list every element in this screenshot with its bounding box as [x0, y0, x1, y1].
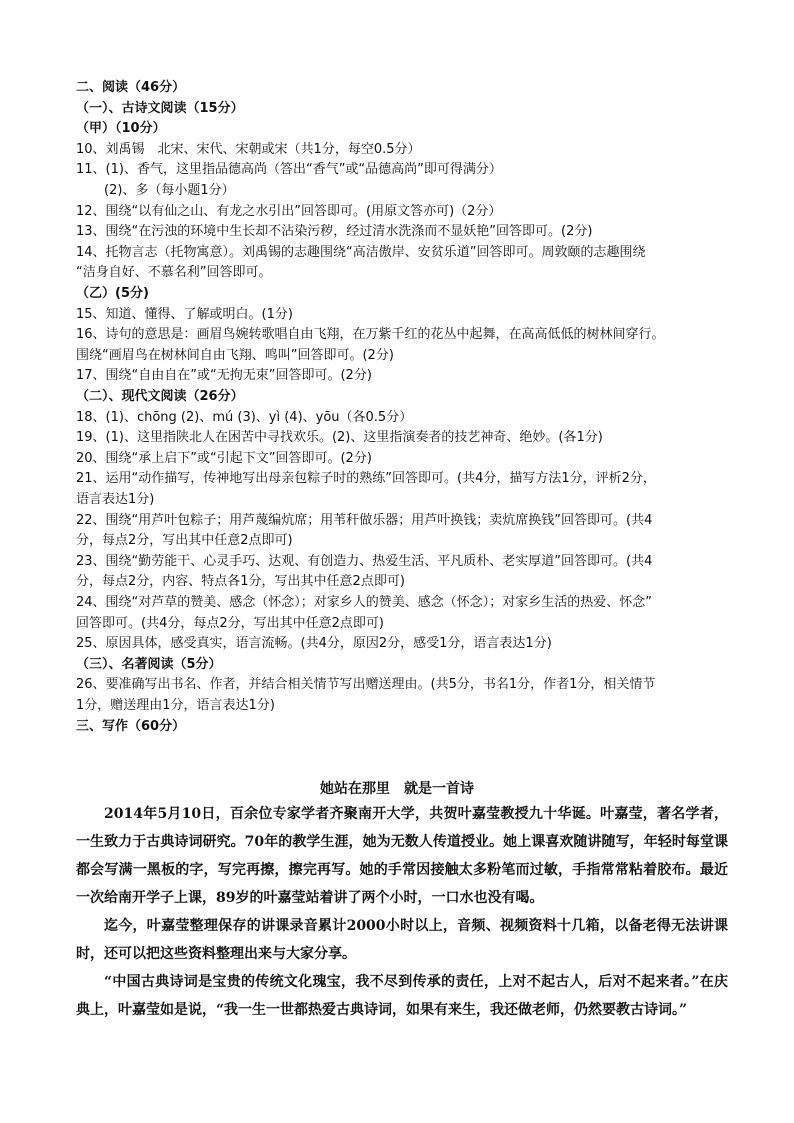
article-title: 她站在那里 就是一首诗: [320, 781, 474, 797]
answer-line: 24、围绕“对芦草的赞美、感念（怀念）；对家乡人的赞美、感念（怀念）；对家乡生活的热爱、怀念”: [76, 595, 653, 610]
answer-line: 23、围绕“勤劳能干、心灵手巧、达观、有创造力、热爱生活、平凡质朴、老实厚道”回答即可。(共4: [76, 553, 653, 569]
section-heading: （二）、现代文阅读（26分）: [76, 389, 244, 404]
article-paragraph: 2014年5月10日，百余位专家学者齐聚南开大学，共贺叶嘉莹教授九十华诞。叶嘉莹，著名学者，一生致力于古典诗词研究。70年的教学生涯，她为无数人传道授业。她上课喜欢随讲随写，年轻时每堂课都会写满一黑板的字，写完再擦，擦完再写。她的手常因接触太多粉笔而过敏，手指常常粘着胶布。最近一次给南开学子上课，89岁的叶嘉莹站着讲了两个小时，一口水也没有喝。: [76, 806, 728, 906]
answer-line: 16、诗句的意思是：画眉鸟婉转歌唱自由飞翔，在万紫千红的花丛中起舞，在高高低低的树林间穿行。: [76, 327, 665, 343]
answer-line: 26、要准确写出书名、作者，并结合相关情节写出赠送理由。(共5分，书名1分，作者1分，相关情节: [76, 677, 656, 693]
answer-line: 22、围绕“用芦叶包粽子；用芦蔑编炕席；用苇秆做乐器；用芦叶换钱；卖炕席换钱”回答即可。(共4: [76, 512, 653, 528]
article-paragraph: 迄今，叶嘉莹整理保存的讲课录音累计2000小时以上，音频、视频资料十几箱，以备老得无法讲课时，还可以把这些资料整理出来与大家分享。: [76, 918, 728, 962]
answer-line: 15、知道、懂得、了解或明白。(1分): [76, 306, 293, 322]
answer-line: 20、围绕“承上启下”或“引起下文”回答即可。(2分): [76, 450, 372, 466]
answer-line: 10、刘禹锡 北宋、宋代、宋朝或宋（共1分，每空0.5分）: [76, 141, 421, 157]
section-heading: （乙）(5分): [76, 286, 149, 301]
answer-line: 语言表达1分): [76, 492, 155, 507]
answer-line: 21、运用“动作描写，传神地写出母亲包粽子时的熟练”回答即可。(共4分，描写方法1分，评析2分，: [76, 471, 656, 487]
answer-line: 13、围绕“在污浊的环境中生长却不沾染污秽，经过清水洗涤而不显妖艳”回答即可。(2分): [76, 224, 593, 240]
answer-line: (2)、多（每小题1分）: [104, 183, 235, 198]
section-heading: （一）、古诗文阅读（15分）: [76, 100, 244, 116]
answer-line: 25、原因具体，感受真实，语言流畅。(共4分，原因2分，感受1分，语言表达1分): [76, 636, 552, 652]
answer-line: 分，每点2分，写出其中任意2点即可): [76, 533, 293, 549]
answer-line: 12、围绕“以有仙之山、有龙之水引出”回答即可。(用原文答亦可)（2分）: [76, 203, 502, 219]
answer-line: “洁身自好、不慕名利”回答即可。: [76, 265, 272, 281]
answer-line: 1分，赠送理由1分，语言表达1分): [76, 698, 275, 713]
answer-line: 分，每点2分，内容、特点各1分，写出其中任意2点即可): [76, 574, 405, 590]
section-heading: （三）、名著阅读（5分）: [76, 656, 222, 672]
section-heading: （甲）（10分）: [76, 121, 166, 137]
answer-line: 19、(1)、这里指陕北人在困苦中寻找欢乐。(2)、这里指演奏者的技艺神奇、绝妙。(各1分): [76, 430, 603, 446]
article-body: [76, 800, 728, 1024]
answer-line: 18、(1)、chōng (2)、mú (3)、yì (4)、yōu（各0.5分）: [76, 409, 413, 425]
answer-line: 围绕“画眉鸟在树林间自由飞翔、鸣叫”回答即可。(2分): [76, 347, 394, 363]
answer-line: 14、托物言志（托物寓意）。刘禹锡的志趣围绕“高洁傲岸、安贫乐道”回答即可。周敦颐的志趣围绕: [76, 244, 646, 260]
article-paragraph: “中国古典诗词是宝贵的传统文化瑰宝，我不尽到传承的责任，上对不起古人，后对不起来者。”在庆典上，叶嘉莹如是说，“我一生一世都热爱古典诗词，如果有来生，我还做老师，仍然要教古诗词。”: [76, 974, 728, 1018]
answer-line: 回答即可。(共4分，每点2分，写出其中任意2点即可): [76, 615, 384, 631]
section-heading: 三、写作（60分）: [76, 718, 186, 734]
section-heading: 二、阅读（46分）: [76, 80, 186, 95]
answer-line: 17、围绕“自由自在”或“无拘无束”回答即可。(2分): [76, 368, 372, 384]
answer-line: 11、(1)、香气，这里指品德高尚（答出“香气”或“品德高尚”即可得满分）: [76, 162, 502, 178]
